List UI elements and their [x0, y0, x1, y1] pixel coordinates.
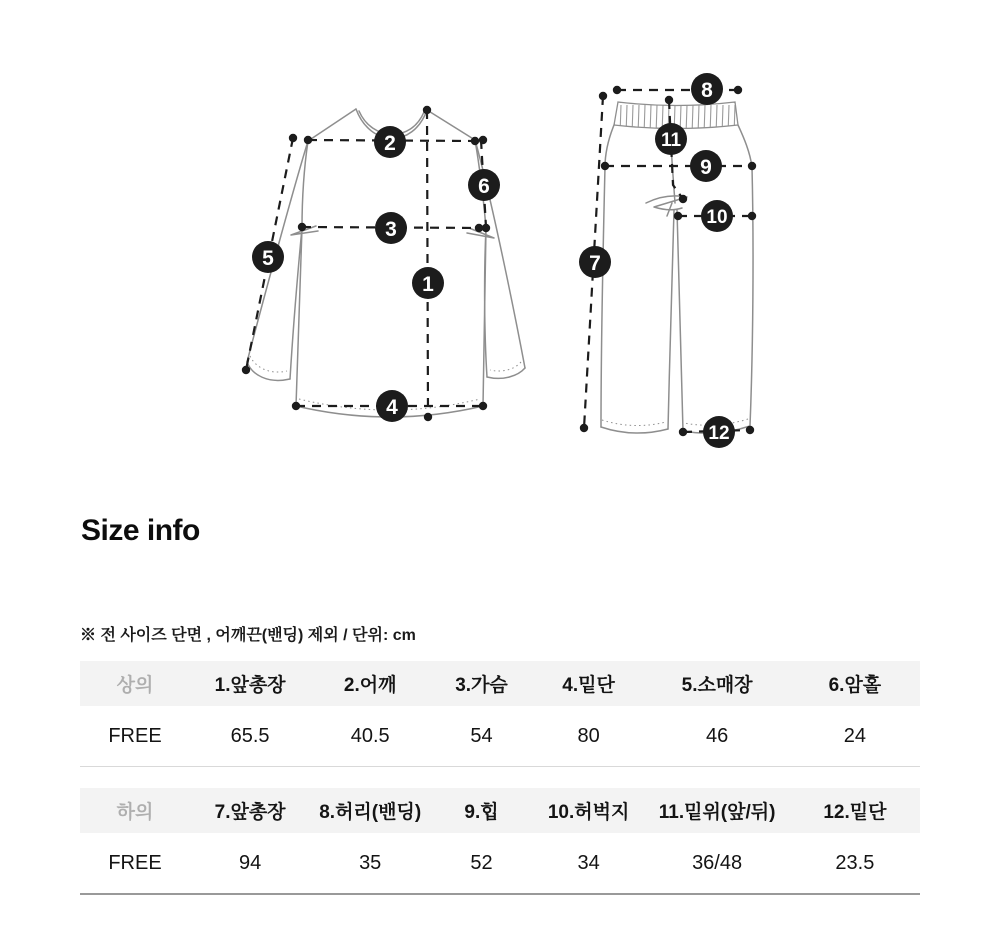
- size-value: 36/48: [644, 833, 789, 894]
- header-row: [80, 788, 920, 833]
- column-header: 10.허벅지: [533, 788, 645, 833]
- measure-badge-11: [655, 123, 687, 155]
- column-header: 7.앞총장: [190, 788, 310, 833]
- measure-badge-3: [375, 212, 407, 244]
- size-value: 54: [430, 706, 532, 767]
- size-row: [80, 833, 920, 894]
- measure-badge-8: [691, 73, 723, 105]
- column-header: 3.가슴: [430, 661, 532, 706]
- svg-text:4: 4: [386, 395, 398, 419]
- column-header: 12.밑단: [790, 788, 920, 833]
- svg-text:8: 8: [701, 78, 713, 102]
- size-value: 24: [790, 706, 920, 767]
- column-header: 하의: [80, 788, 190, 833]
- measure-badge-5: [252, 241, 284, 273]
- svg-text:11: 11: [660, 130, 682, 152]
- column-header: 4.밑단: [533, 661, 645, 706]
- size-value: 65.5: [190, 706, 310, 767]
- svg-text:1: 1: [422, 272, 434, 296]
- size-value: FREE: [80, 706, 190, 767]
- column-header: 8.허리(밴딩): [310, 788, 430, 833]
- measure-badge-4: [376, 390, 408, 422]
- size-value: 80: [533, 706, 645, 767]
- bottom-size-table: [80, 788, 920, 895]
- size-value: 94: [190, 833, 310, 894]
- size-value: 46: [644, 706, 789, 767]
- svg-text:7: 7: [589, 251, 601, 275]
- size-row: [80, 706, 920, 767]
- column-header: 2.어깨: [310, 661, 430, 706]
- measure-badge-9: [690, 150, 722, 182]
- size-value: 34: [533, 833, 645, 894]
- svg-text:12: 12: [708, 423, 730, 445]
- svg-text:6: 6: [478, 174, 490, 198]
- measure-badge-10: [701, 200, 733, 232]
- svg-text:2: 2: [384, 131, 396, 155]
- measure-badge-1: [412, 267, 444, 299]
- column-header: 1.앞총장: [190, 661, 310, 706]
- measure-badge-2: [374, 126, 406, 158]
- column-header: 5.소매장: [644, 661, 789, 706]
- svg-text:5: 5: [262, 246, 274, 270]
- svg-text:10: 10: [706, 207, 728, 229]
- svg-text:9: 9: [700, 155, 712, 179]
- column-header: 9.힙: [430, 788, 532, 833]
- measure-badge-7: [579, 246, 611, 278]
- size-note: ※ 전 사이즈 단면 , 어깨끈(밴딩) 제외 / 단위: cm: [80, 627, 416, 644]
- size-value: 52: [430, 833, 532, 894]
- measure-badge-6: [468, 169, 500, 201]
- column-header: 상의: [80, 661, 190, 706]
- column-header: 6.암홀: [790, 661, 920, 706]
- top-size-table: [80, 661, 920, 767]
- size-value: 23.5: [790, 833, 920, 894]
- size-value: 40.5: [310, 706, 430, 767]
- size-value: 35: [310, 833, 430, 894]
- header-row: [80, 661, 920, 706]
- column-header: 11.밑위(앞/뒤): [644, 788, 789, 833]
- measure-badge-12: [703, 416, 735, 448]
- svg-text:3: 3: [385, 217, 397, 241]
- page-title: Size info: [81, 514, 200, 547]
- size-value: FREE: [80, 833, 190, 894]
- measure-line-1: [427, 110, 428, 417]
